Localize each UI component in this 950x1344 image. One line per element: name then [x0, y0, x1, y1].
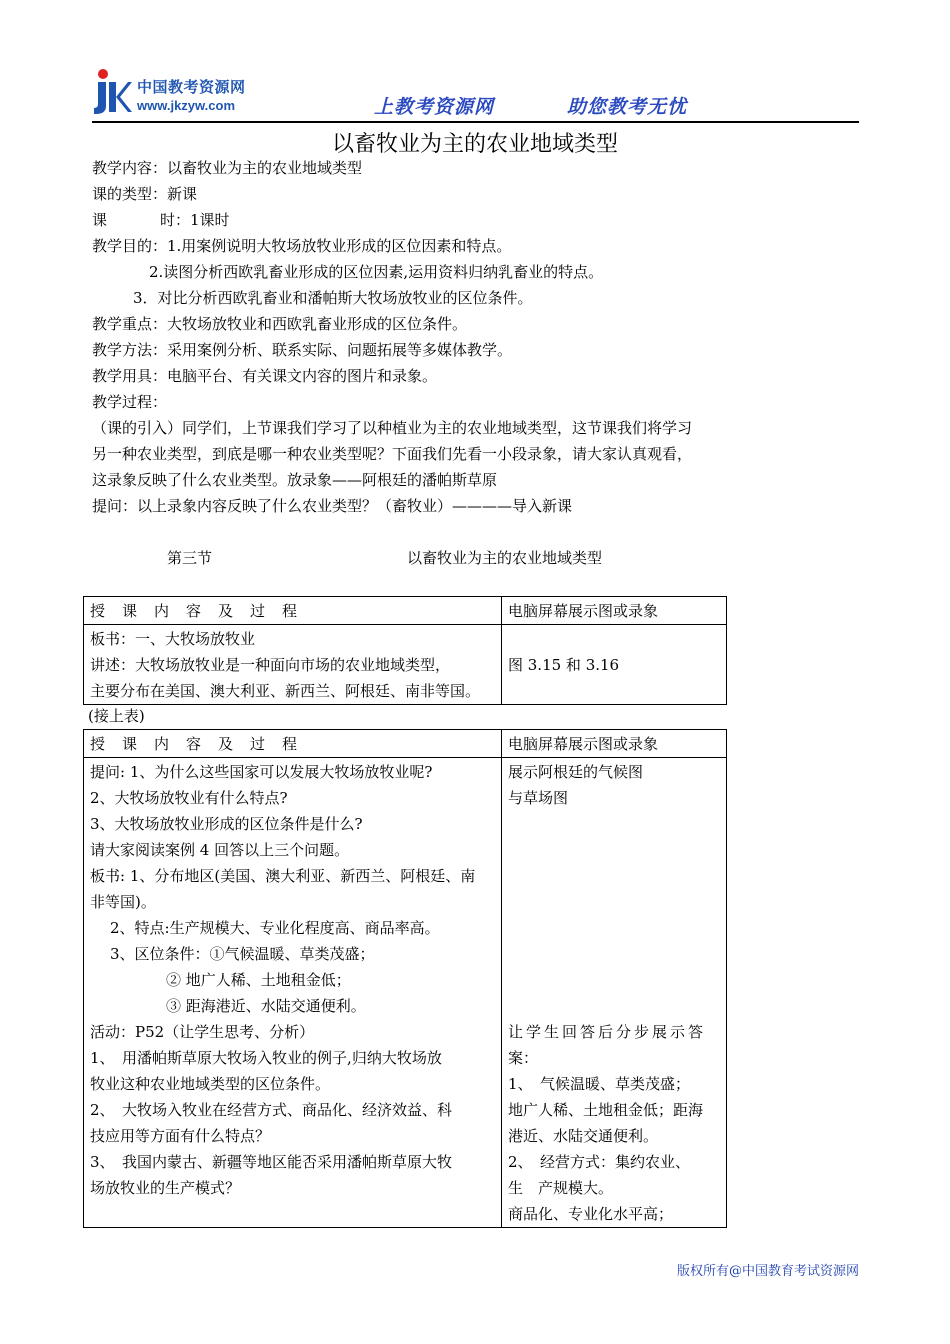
info-tools: 教学用具：电脑平台、有关课文内容的图片和录象。 — [92, 367, 438, 385]
col-header-process: 授课内容及过程 — [90, 602, 315, 620]
header-divider — [92, 121, 859, 123]
cell-line: 2、特点:生产规模大、专业化程度高、商品率高。 — [110, 919, 440, 937]
jk-logo-icon — [94, 68, 132, 116]
intro-line: 这录象反映了什么农业类型。放录象——阿根廷的潘帕斯草原 — [92, 471, 498, 489]
info-goal-3: 3．对比分析西欧乳畜业和潘帕斯大牧场放牧业的区位条件。 — [133, 289, 533, 307]
logo-url: www.jkzyw.com — [137, 98, 236, 113]
slogan-left: 上教考资源网 — [374, 96, 495, 118]
logo-name: 中国教考资源网 — [137, 78, 246, 96]
info-type: 课的类型：新课 — [92, 185, 198, 203]
cell-line: 2、 大牧场入牧业在经营方式、商品化、经济效益、科 — [90, 1101, 453, 1119]
table-row — [84, 758, 727, 1228]
cell-line: 提问: 1、为什么这些国家可以发展大牧场放牧业呢? — [90, 763, 433, 781]
cell-line: 让学生回答后分步展示答 — [508, 1023, 707, 1041]
cell-line: 与草场图 — [508, 789, 569, 807]
info-method: 教学方法：采用案例分析、联系实际、问题拓展等多媒体教学。 — [92, 341, 513, 359]
info-hours-label: 课 — [92, 211, 108, 229]
cell-line: 讲述：大牧场放牧业是一种面向市场的农业地域类型， — [90, 656, 451, 674]
section-number: 第三节 — [167, 549, 213, 567]
cell-line: 2、 经营方式：集约农业、 — [508, 1153, 691, 1171]
slogan-right: 助您教考无忧 — [567, 96, 688, 118]
cell-line: 港近、水陆交通便利。 — [508, 1127, 659, 1145]
cell-line: 请大家阅读案例 4 回答以上三个问题。 — [90, 841, 350, 859]
cell-line: 生 产规模大。 — [508, 1179, 614, 1197]
info-process: 教学过程： — [92, 393, 168, 411]
intro-line: 提问：以上录象内容反映了什么农业类型？（畜牧业）————导入新课 — [92, 497, 573, 515]
info-hours-value: 时：1课时 — [160, 211, 230, 229]
cell-line: 场放牧业的生产模式？ — [90, 1179, 241, 1197]
table-header-cell — [502, 597, 727, 625]
lesson-table-2 — [83, 729, 727, 1228]
info-focus: 教学重点：大牧场放牧业和西欧乳畜业形成的区位条件。 — [92, 315, 468, 333]
col-header-media: 电脑屏幕展示图或录象 — [508, 735, 659, 753]
table-header-cell — [502, 730, 727, 758]
page-title: 以畜牧业为主的农业地域类型 — [331, 132, 618, 157]
intro-line: （课的引入）同学们，上节课我们学习了以种植业为主的农业地域类型，这节课我们将学习 — [92, 419, 693, 437]
cell-line-blank — [508, 941, 720, 967]
cell-line: 活动：P52（让学生思考、分析） — [90, 1023, 315, 1041]
cell-line: 牧业这种农业地域类型的区位条件。 — [90, 1075, 331, 1093]
info-content: 教学内容：以畜牧业为主的农业地域类型 — [92, 159, 363, 177]
col-header-process: 授课内容及过程 — [90, 735, 315, 753]
cell-line: 商品化、专业化水平高； — [508, 1205, 674, 1223]
cell-line: 展示阿根廷的气候图 — [508, 763, 644, 781]
info-goal-1: 教学目的：1.用案例说明大牧场放牧业形成的区位因素和特点。 — [92, 237, 512, 255]
cell-line: 案： — [508, 1049, 539, 1067]
col-header-media: 电脑屏幕展示图或录象 — [508, 602, 659, 620]
table-cell — [502, 758, 727, 1228]
cell-line: 主要分布在美国、澳大利亚、新西兰、阿根廷、南非等国。 — [90, 682, 481, 700]
cell-line-blank — [508, 863, 720, 889]
cell-line-blank — [508, 837, 720, 863]
cell-line: 非等国)。 — [90, 893, 156, 911]
cell-line-blank — [508, 993, 720, 1019]
cell-line: 板书：一、大牧场放牧业 — [90, 630, 256, 648]
section-name: 以畜牧业为主的农业地域类型 — [407, 549, 603, 567]
cell-line: 3、大牧场放牧业形成的区位条件是什么? — [90, 815, 363, 833]
table-header-row — [84, 730, 727, 758]
cell-line: ② 地广人稀、土地租金低； — [166, 971, 351, 989]
cell-line: 地广人稀、土地租金低；距海 — [508, 1101, 704, 1119]
table-header-cell — [84, 597, 502, 625]
cell-line-blank — [90, 1201, 495, 1227]
lesson-table-1 — [83, 596, 727, 705]
table-header-cell — [84, 730, 502, 758]
cell-line-blank — [508, 967, 720, 993]
copyright-footer: 版权所有@中国教育考试资源网 — [676, 1264, 859, 1279]
info-goal-2: 2.读图分析西欧乳畜业形成的区位因素,运用资料归纳乳畜业的特点。 — [149, 263, 604, 281]
cell-line: 图 3.15 和 3.16 — [508, 656, 620, 674]
cell-line: 3、区位条件：①气候温暖、草类茂盛； — [110, 945, 375, 963]
table-cell — [84, 625, 502, 705]
cell-line: 技应用等方面有什么特点？ — [90, 1127, 271, 1145]
intro-line: 另一种农业类型，到底是哪一种农业类型呢？下面我们先看一小段录象，请大家认真观看， — [92, 445, 693, 463]
table-header-row — [84, 597, 727, 625]
cell-line: 3、 我国内蒙古、新疆等地区能否采用潘帕斯草原大牧 — [90, 1153, 453, 1171]
cell-line: 1、 气候温暖、草类茂盛； — [508, 1075, 691, 1093]
table-cell — [502, 625, 727, 705]
cell-line: ③ 距海港近、水陆交通便利。 — [166, 997, 366, 1015]
table-row — [84, 625, 727, 705]
cell-line-blank — [508, 811, 720, 837]
table-cell — [84, 758, 502, 1228]
cell-line: 1、 用潘帕斯草原大牧场入牧业的例子,归纳大牧场放 — [90, 1049, 442, 1067]
cell-line: 2、大牧场放牧业有什么特点? — [90, 789, 288, 807]
cell-line-blank — [508, 889, 720, 915]
continued-note: (接上表) — [88, 707, 145, 725]
cell-line-blank — [508, 915, 720, 941]
cell-line: 板书: 1、分布地区(美国、澳大利亚、新西兰、阿根廷、南 — [90, 867, 476, 885]
